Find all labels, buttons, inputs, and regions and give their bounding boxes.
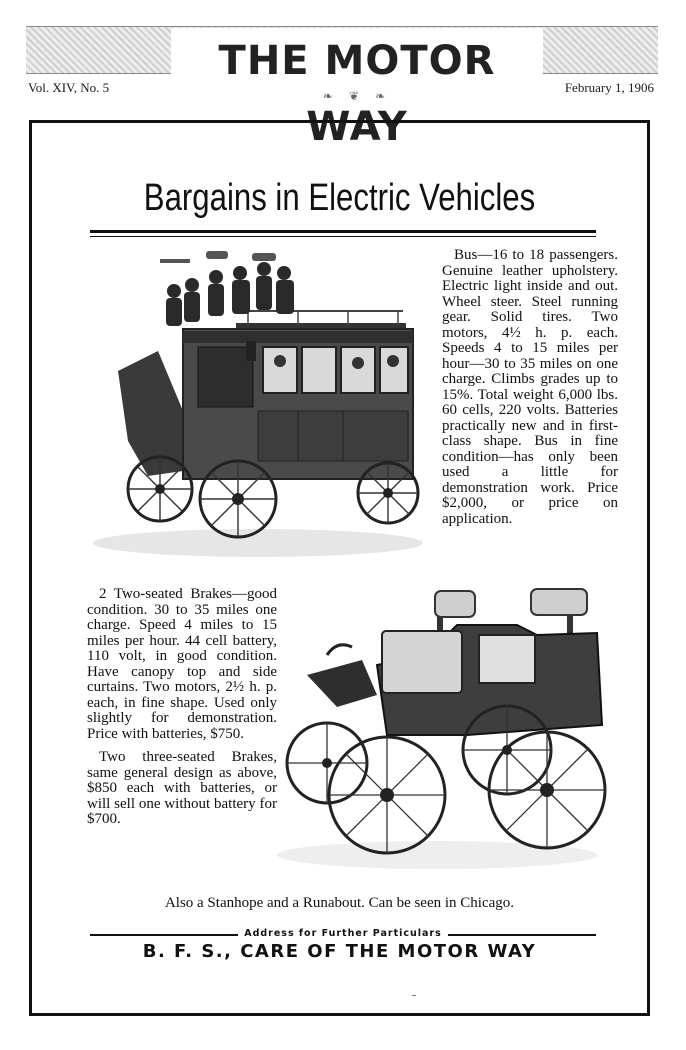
bus-description-text: Bus—16 to 18 passengers. Genuine leather upholstery. Electric light inside and out. Wheel steer. Steel running gear. Solid tires. Two motors, 4½ h. p. each. Speeds 4 to 15 miles per hour—30 to 35 miles on one charge. Climbs grades up to 15%. Total weight 6,000 lbs. 60 cells, 220 volts. Batteries practically new and in first-class shape. Bus in fine condition—has only been used a little for demonstration work. Price $2,000, or price on application.: [442, 247, 618, 527]
three-seated-description-text: Two three-seated Brakes, same general design as above, $850 each with batteries, or will sell one without battery for $700.: [87, 749, 277, 827]
print-speck: [412, 995, 416, 996]
headline-rule-thick: [90, 230, 596, 233]
contact-line: B. F. S., CARE OF THE MOTOR WAY: [142, 941, 537, 962]
electric-bus-illustration: [88, 251, 428, 561]
bus-description: [442, 248, 618, 527]
address-label: [90, 928, 596, 939]
scroll-ornament-icon: ❧ ❦ ❧: [322, 89, 392, 103]
brakes-description-text: 2 Two-seated Brakes—good condition. 30 to 35 miles one charge. Speed 4 miles to 15 miles per hour. 44 cell battery, 110 volt, in good condition. Have canopy top and side curtains. Two motors, 2½ h. p. each, in fine shape. Used only slightly for demonstration. Price with batteries, $750.: [87, 586, 277, 742]
masthead: [26, 26, 658, 150]
also-available-line: Also a Stanhope and a Runabout. Can be seen in Chicago.: [164, 895, 515, 911]
brakes-description: [87, 587, 277, 828]
issue-volume: Vol. XIV, No. 5: [28, 80, 110, 95]
headline-rule-thin: [90, 236, 596, 237]
advertisement-frame: [29, 120, 650, 1016]
masthead-title-text: THE MOTOR WAY: [218, 38, 496, 150]
issue-date: February 1, 1906: [564, 80, 654, 95]
ad-headline: Bargains in Electric Vehicles: [143, 177, 536, 219]
address-label-text: Address for Further Particulars: [238, 928, 448, 939]
masthead-title: [171, 28, 543, 150]
two-seated-brake-illustration: [267, 585, 607, 875]
